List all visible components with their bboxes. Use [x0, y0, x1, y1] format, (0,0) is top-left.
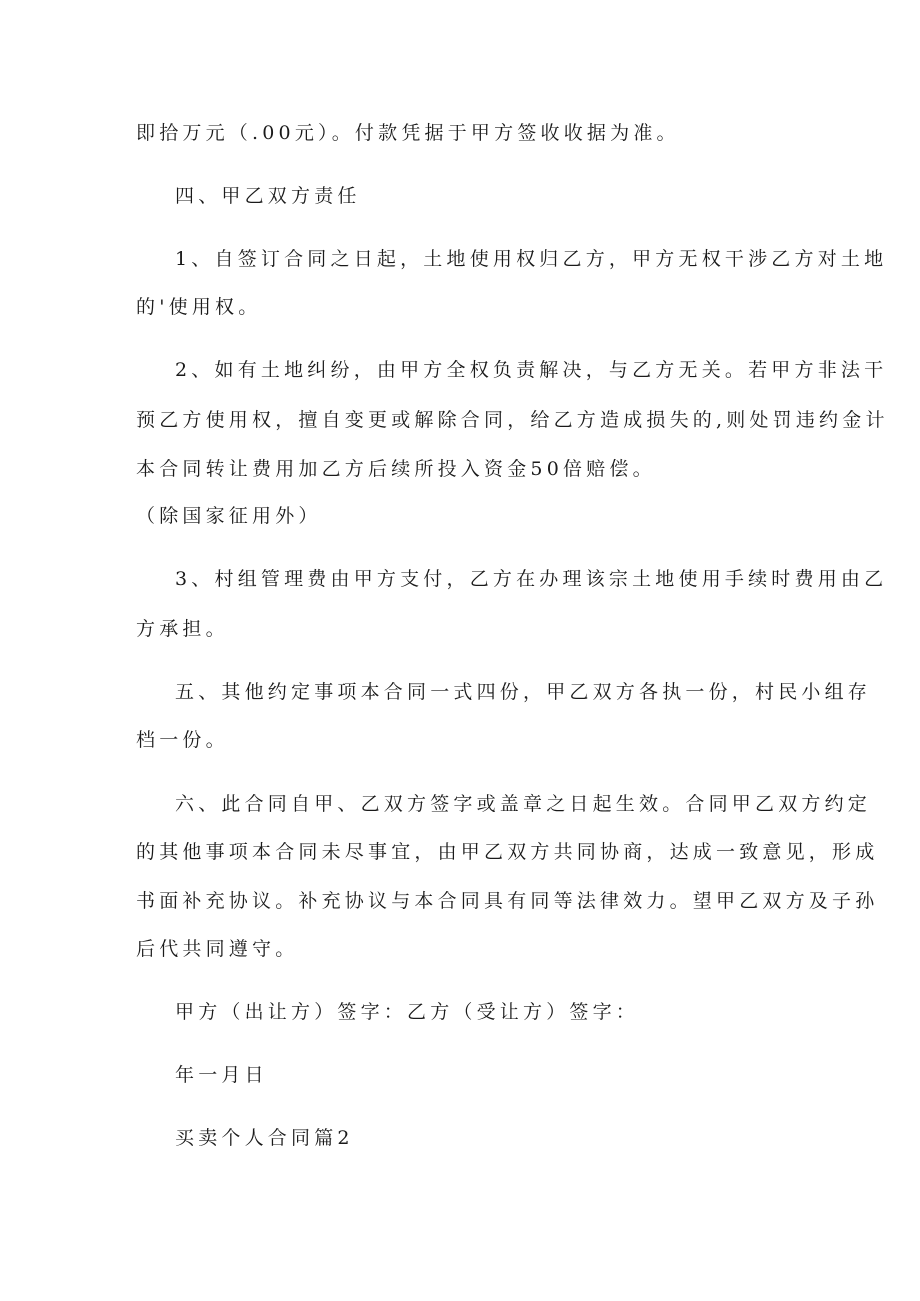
date-line: 年一月日: [175, 1064, 268, 1086]
signature-line: 甲方（出让方）签字：乙方（受让方）签字：: [175, 1001, 640, 1023]
clause-2-line-3: 本合同转让费用加乙方后续所投入资金50倍赔偿。: [136, 458, 656, 480]
clause-3-line-1: 3、村组管理费由甲方支付，乙方在办理该宗土地使用手续时费用由乙: [175, 568, 888, 590]
clause-3-line-2: 方承担。: [136, 618, 229, 640]
section-5-line-2: 档一份。: [136, 729, 229, 751]
section-5-line-1: 五、其他约定事项本合同一式四份，甲乙双方各执一份，村民小组存: [175, 681, 872, 703]
clause-1-line-1: 1、自签订合同之日起，土地使用权归乙方，甲方无权干涉乙方对土地: [175, 248, 888, 270]
section-heading-responsibilities: 四、甲乙双方责任: [175, 185, 361, 207]
clause-2-line-2: 预乙方使用权，擅自变更或解除合同，给乙方造成损失的,则处罚违约金计: [136, 409, 889, 431]
next-section-title: 买卖个人合同篇2: [175, 1127, 354, 1149]
section-6-line-3: 书面补充协议。补充协议与本合同具有同等法律效力。望甲乙双方及子孙: [136, 890, 879, 912]
clause-2-note: （除国家征用外）: [136, 505, 322, 527]
text-line-payment: 即拾万元（.00元）。付款凭据于甲方签收收据为准。: [136, 122, 680, 144]
section-6-line-4: 后代共同遵守。: [136, 938, 299, 960]
section-6-line-2: 的其他事项本合同未尽事宜，由甲乙双方共同协商，达成一致意见，形成: [136, 841, 879, 863]
section-6-line-1: 六、此合同自甲、乙双方签字或盖章之日起生效。合同甲乙双方约定: [175, 793, 872, 815]
clause-1-line-2: 的'使用权。: [136, 296, 262, 318]
clause-2-line-1: 2、如有土地纠纷，由甲方全权负责解决，与乙方无关。若甲方非法干: [175, 359, 888, 381]
